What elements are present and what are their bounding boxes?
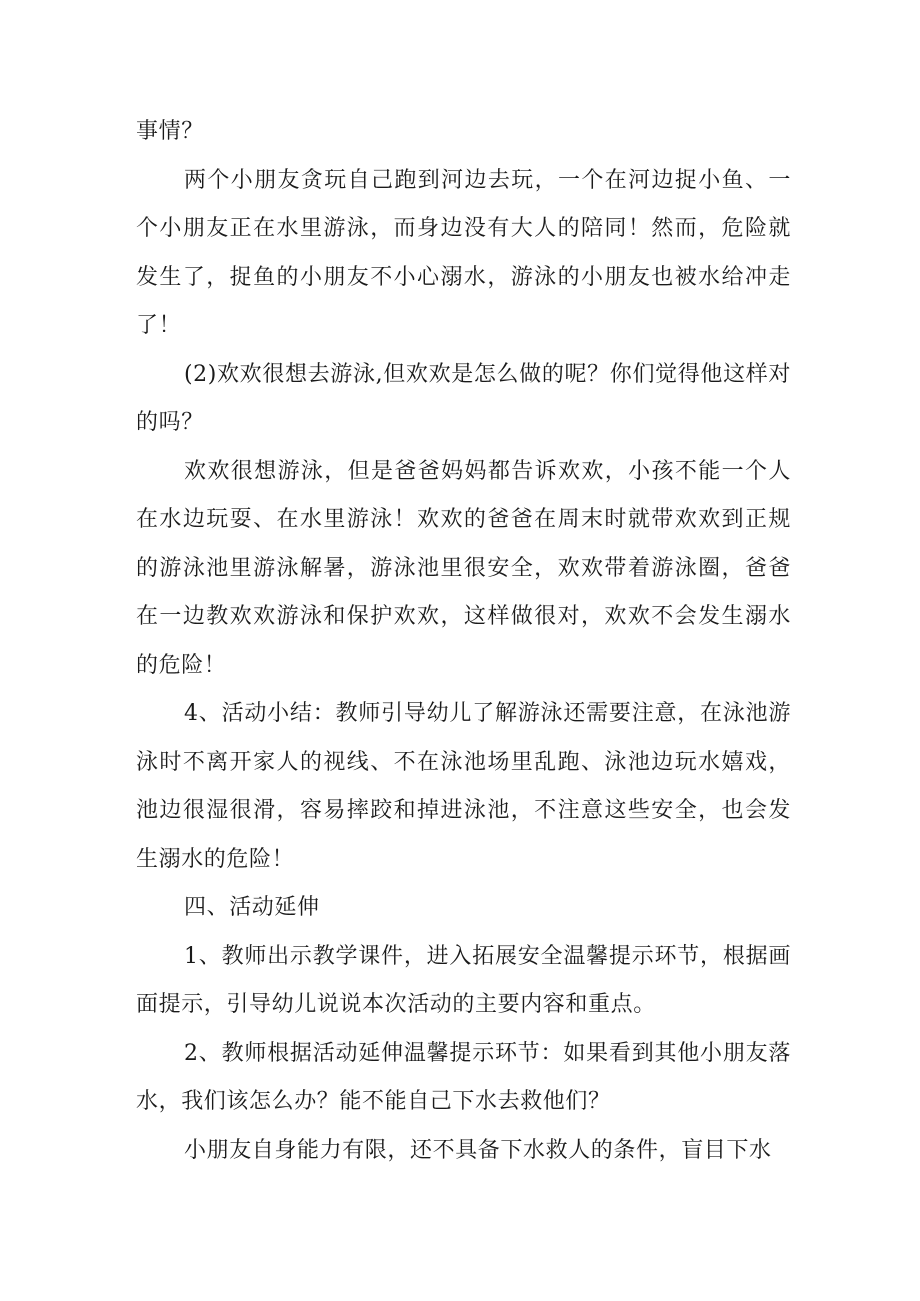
paragraph-2: 两个小朋友贪玩自己跑到河边去玩，一个在河边捉小鱼、一个小朋友正在水里游泳，而身边没有大人的陪同！然而，危险就发生了，捉鱼的小朋友不小心溺水，游泳的小朋友也被水给冲走了！ (136, 167, 791, 338)
paragraph-1: 事情？ (136, 119, 204, 144)
paragraph-3: (2)欢欢很想去游泳,但欢欢是怎么做的呢？你们觉得他这样对的吗？ (136, 361, 791, 435)
paragraph-8: 2、教师根据活动延伸温馨提示环节：如果看到其他小朋友落水，我们该怎么办？能不能自己下水去救他们？ (136, 1040, 791, 1114)
paragraph-7: 1、教师出示教学课件，进入拓展安全温馨提示环节，根据画面提示，引导幼儿说说本次活动的主要内容和重点。 (136, 943, 791, 1017)
section-heading-activity-extension: 四、活动延伸 (184, 895, 320, 920)
paragraph-5: 4、活动小结：教师引导幼儿了解游泳还需要注意，在泳池游泳时不离开家人的视线、不在泳池场里乱跑、泳池边玩水嬉戏，池边很湿很滑，容易摔跤和掉进泳池，不注意这些安全，也会发生溺水的危险！ (136, 701, 791, 872)
paragraph-4: 欢欢很想游泳，但是爸爸妈妈都告诉欢欢，小孩不能一个人在水边玩耍、在水里游泳！欢欢的爸爸在周末时就带欢欢到正规的游泳池里游泳解暑，游泳池里很安全，欢欢带着游泳圈，爸爸在一边教欢欢游泳和保护欢欢，这样做很对，欢欢不会发生溺水的危险！ (136, 458, 791, 678)
paragraph-9: 小朋友自身能力有限，还不具备下水救人的条件，盲目下水 (184, 1137, 772, 1163)
document-body (136, 108, 791, 1175)
